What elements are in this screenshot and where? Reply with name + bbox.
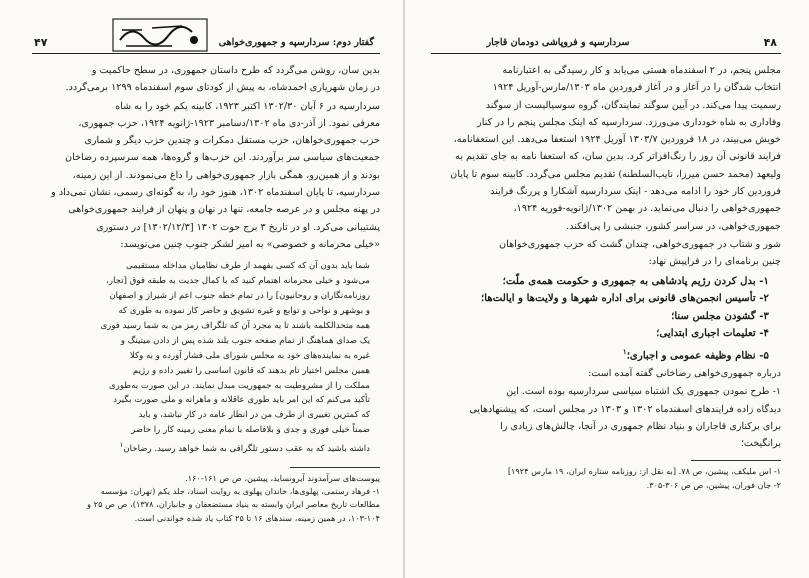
left-paragraphs: [44, 62, 380, 253]
left-footnotes: [44, 472, 380, 525]
footnote-line: پیوست‌های سرآمدوند آیرونساید، پیشین، ص ص ۱۶۱-۱۶۰.: [185, 472, 380, 483]
right-footnotes: [431, 465, 781, 491]
text-line: انتخاب شدگان را در آغاز و در آغاز فروردین ماه ۱۳۰۳/مارس-آوریل ۱۹۲۴: [492, 82, 781, 94]
stamp-logo: [112, 18, 208, 52]
text-line: ۱- طرح نمودن جمهوری یک اشتباه سیاسی سردارسپه بوده است. این: [506, 386, 781, 398]
list-item: ۲- تأسیس انجمن‌های قانونی برای اداره شهرها و ولایت‌ها و ایالت‌ها؛: [481, 292, 769, 305]
text-line: در زمان شهریاری احمدشاه، به پیش از کودتای سوم اسفندماه ۱۲۹۹ برمی‌گردد.: [65, 82, 380, 94]
text-line: ولیعهد (محمد حسن میرزا، نایب‌السلطنه) تقدیم مجلس می‌گردد. کابینه سوم تا پایان: [450, 168, 781, 180]
text-line: شور و شتاب در جمهوری‌خواهی، چندان گشت که حزب جمهوری‌خواهان: [499, 238, 781, 250]
quote-line: روزنامه‌نگاران و روحانیون] را در تمام خطه جنوب اعم از شیراز و اصفهان: [109, 291, 370, 302]
footnote-line: مطالعات تاریخ معاصر ایران وابسته به بنیاد مستضعفان و جانبازان، ۱۳۷۸)، ص ص ۲۵ و: [87, 499, 380, 510]
left-quote: [44, 259, 370, 457]
footnote-mark: ۱: [119, 441, 124, 450]
text-line: چنین برنامه‌ای را در فراپیش نهاد:: [648, 256, 781, 268]
text-line: سردارسپه، تا پایان اسفندماه ۱۳۰۲، هنوز خود را، به گونه‌ای رسمی، نشان نمی‌داد و: [51, 187, 380, 199]
page-number-left: ۴۷: [34, 36, 48, 49]
text-line: حزب جمهوری‌خواهان، حزب مستقل دمکرات و چندین حزب دیگر و شماری: [84, 135, 380, 147]
footnote-line: ۱۰۳-۱۰۴، در همین زمینه، سندهای ۱۶ تا ۲۵ کتاب یاد شده خواندنی است.: [134, 512, 380, 523]
text-line: جمهوری‌خواهی، در سراسر کشور، جنبشی را پی‌افکند.: [566, 220, 781, 232]
right-paragraphs: [431, 62, 781, 271]
running-header-left: گفتار دوم: سردارسپه و جمهوری‌خواهی: [218, 37, 374, 48]
quote-line: و بوشهر و نواحی و توابع و غیره تشویق و حاضر کار نموده به طوری که: [118, 305, 370, 316]
text-line: بودند و از همین‌رو، همگی بازار جمهوری‌خواهی را داغ می‌نمودند. از این زمینه،: [72, 169, 380, 181]
text-line: بدین سان، روشن می‌گردد که طرح داستان جمهوری، در سطح حاکمیت و: [91, 65, 380, 76]
list-item: ۴- تعلیمات اجباری ابتدایی؛: [656, 327, 769, 340]
page-number-right: ۴۸: [763, 36, 777, 49]
footnote-rule-left: [290, 467, 380, 468]
right-body: [431, 62, 781, 492]
quote-line: که کمترین تغییری از طرف من در انظار عامه در کار نباشد، و باید: [138, 410, 370, 421]
quote-line: همین مجلس اختیار تام بدهند که قانون اساسی را تغییر داده و رژیم: [132, 365, 370, 376]
running-header-right: سردارسپه و فروپاشی دودمان قاجار: [486, 37, 630, 48]
text-line: «خیلی محرمانه و خصوصی» به امیر لشکر جنوب چنین می‌نویسد:: [120, 238, 380, 250]
text-line: برانگیخت؛: [740, 438, 781, 450]
text-line: جمهوری‌خواهی را دنبال می‌نماید. در بهمن ۱۳۰۲/ژانویه-فوریه ۱۹۲۴،: [513, 203, 781, 215]
quote-line: یک صدای هماهنگ از تمام صفحه جنوب بلند شده پس از دادن میتینگ و: [120, 335, 370, 346]
quote-line: شما باید بدون آن که کسی بفهمد از طرف نظامیان مداخله مستقیمی: [125, 261, 370, 272]
text-line: پشتیبانی می‌کرد. او در تاریخ ۳ برج حوت ۱۳۰۲ [۱۳۰۲/۱۲/۳] در دستوری: [96, 221, 380, 233]
text-line: معرفی نمود. از آذر-دی ماه ۱۳۰۲/دسامبر ۱۹۲۳-ژانویه ۱۹۲۴، حزب جمهوری،: [78, 117, 380, 129]
paragraph: [44, 62, 380, 97]
text-line: وفاداری به شاه خودداری می‌ورزد. سردارسپه که اینک مجلس پنجم را در کنار: [477, 116, 781, 128]
text-line: درباره جمهوری‌خواهی رضاخانی گفته آمده است:: [588, 367, 781, 379]
text-line: در پهنه مجلس و در عرصه جامعه، تنها در نهان و پنهان از فرایند جمهوری‌خواهی: [68, 204, 380, 216]
quote-line: غیره به نماینده‌های خود به مجلس شورای ملی فشار آورده و به وکلا: [129, 350, 370, 361]
text-line: سردارسپه در ۶ آبان ۱۳۰۲/۳۰ اکتبر ۱۹۲۳، کابینه یکم خود را به شاه: [115, 100, 380, 112]
quote-line: ضمناً خیلی فوری و جدی و بلافاصله با تمام معنی زمینه کار را حاضر: [131, 425, 370, 436]
quote-line: همه متحدالکلمه باشند تا به مجرد آن که تلگراف رمز من به شما رسید فوری: [100, 320, 370, 331]
text-line: دیدگاه زاده فرایندهای اسفندماه ۱۳۰۲ و ۱۳۰۳ در مجلس است، که پیشنهادهایی: [469, 403, 781, 415]
paragraph: [431, 365, 781, 382]
text-line: رسمیت پیدا می‌کند. در آیین سوگند نمایندگان، گروه سوسیالیست از سوگند: [485, 99, 781, 111]
header-rule-left: [32, 53, 380, 54]
quote-line: تأکید می‌کنم که این امر باید طوری عاقلانه و ماهرانه و ملی صورت بگیرد: [113, 395, 370, 406]
text-line: برای برکناری قاجاران و بنیاد نظام جمهوری در آنجا، چالش‌های زیادی را: [500, 420, 781, 432]
footnote-line: ۱- اس ملیکف، پیشین، ص ۷۸. [به نقل از: روزنامه ستاره ایران، ۱۹ مارس ۱۹۲۴]: [507, 466, 781, 477]
right-paragraphs-after: [431, 365, 781, 452]
footnote-rule-right: [691, 460, 781, 461]
quote-line: می‌شود و خیلی محرمانه اهتمام کنید که با کمال جدیت به طبقه فوق [تجار،: [106, 276, 370, 287]
header-rule-right: [431, 53, 781, 54]
left-body: [44, 62, 380, 525]
paragraph: [44, 98, 380, 254]
text-line: فروردین کار خود را ادامه می‌دهد - اینک سردارسپه آشکارا و پررنگ فرایند: [490, 186, 781, 198]
footnote-line: ۱- فرهاد رستمی، پهلوی‌ها، خاندان پهلوی به روایت اسناد، جلد یکم (تهران: مؤسسه: [100, 486, 380, 497]
text-line: جمعیت‌های سیاسی سر برآوردند. این حزب‌ها و گروه‌ها، همه سرسپرده رضاخان: [65, 152, 380, 164]
footnote-mark: ۱: [622, 346, 627, 356]
list-item: ۳- گشودن مجلس سنا؛: [671, 309, 769, 322]
text-line: فرایند قانونی آن روز را رنگ‌افزاتر کرد. بدین سان، که استعفا نامه به جای تقدیم به: [455, 151, 781, 163]
quote-line: مملکت را از مشروطیت به جمهوریت مبدل نمایند. در این صورت به‌طوری: [108, 380, 370, 391]
list-item: ۵- نظام وظیفه عمومی و اجباری؛$^۱$: [622, 346, 769, 362]
right-page: [405, 0, 809, 578]
left-page: [0, 0, 404, 578]
text-line: خویش می‌بیند، در ۱۸ فروردین ۱۳۰۳/۷ آوریل ۱۹۲۴ استعفا می‌دهد. این استعفانامه،: [453, 134, 781, 146]
footnote-line: ۲- جان فوران، پیشین، ص ص ۳۰۶-۳۰۵.: [646, 479, 781, 490]
quote-line: داشته باشید که به عقب دستور تلگرافی به شما خواهد رسید. رضاخان$^۱$: [119, 441, 370, 454]
text-line: مجلس پنجم، در ۲ اسفندماه هستی می‌یابد و کار رسیدگی به اعتبارنامه: [502, 65, 781, 76]
list-item: ۱- بدل کردن رژیم پادشاهی به جمهوری و حکومت همه‌ی ملّت؛: [502, 274, 769, 287]
right-list: [431, 273, 769, 365]
paragraph: [431, 236, 781, 271]
paragraph: [431, 383, 781, 452]
paragraph: [431, 62, 781, 235]
